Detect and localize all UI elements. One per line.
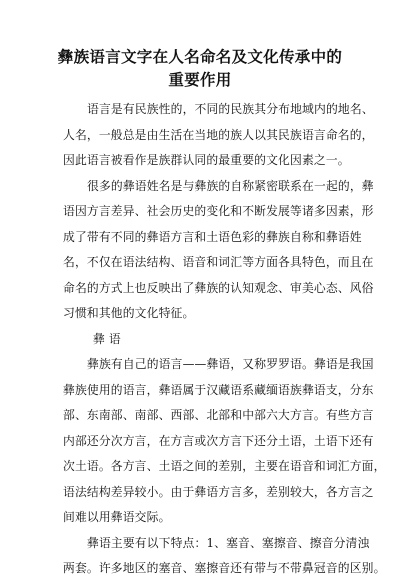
paragraph-line: 语因方言差异、社会历史的变化和不断发展等诸多因素，形: [63, 204, 374, 218]
paragraph-line: 间难以用彝语交际。: [63, 510, 171, 524]
paragraph-line: 两套。许多地区的塞音、塞擦音还有带与不带鼻冠音的区别。: [63, 561, 386, 575]
paragraph-line: 很多的彝语姓名是与彝族的自称紧密联系在一起的，彝: [87, 178, 374, 193]
paragraph-line: 成了带有不同的彝语方言和土语色彩的彝族自称和彝语姓: [63, 229, 362, 244]
paragraph-line: 彝族使用的语言，彝语属于汉藏语系藏缅语族彝语支，分东: [63, 382, 374, 397]
section-heading: 彝 语: [93, 331, 121, 346]
paragraph-line: 习惯和其他的文化特征。: [63, 306, 195, 320]
document-body: [63, 97, 386, 582]
paragraph-line: 语法结构差异较小。由于彝语方言多，差别较大，各方言之: [63, 484, 374, 499]
paragraph-line: 部、东南部、南部、西部、北部和中部六大方言。有些方言: [63, 408, 374, 422]
document-title-line-2: 重要作用: [168, 70, 232, 89]
document-title-line-1: 彝族语言文字在人名命名及文化传承中的: [57, 47, 343, 66]
paragraph-line: 因此语言被看作是族群认同的最重要的文化因素之一。: [63, 153, 350, 167]
paragraph-line: 命名的方式上也反映出了彝族的认知观念、审美心态、风俗: [63, 280, 374, 295]
paragraph-line: 彝语主要有以下特点：1、塞音、塞擦音、擦音分清浊: [87, 535, 370, 550]
paragraph-line: 内部还分次方言，在方言或次方言下还分土语，土语下还有: [63, 433, 374, 448]
paragraph-line: 名，不仅在语法结构、语音和词汇等方面各具特色，而且在: [63, 255, 374, 269]
paragraph-line: 人名，一般总是由生活在当地的族人以其民族语言命名的，: [63, 127, 374, 142]
paragraph-line: 次土语。各方言、土语之间的差别，主要在语音和词汇方面，: [63, 459, 386, 473]
paragraph-line: 彝族有自己的语言——彝语，又称罗罗语。彝语是我国: [87, 357, 374, 371]
paragraph-line: 语言是有民族性的，不同的民族其分布地域内的地名、: [87, 102, 374, 116]
